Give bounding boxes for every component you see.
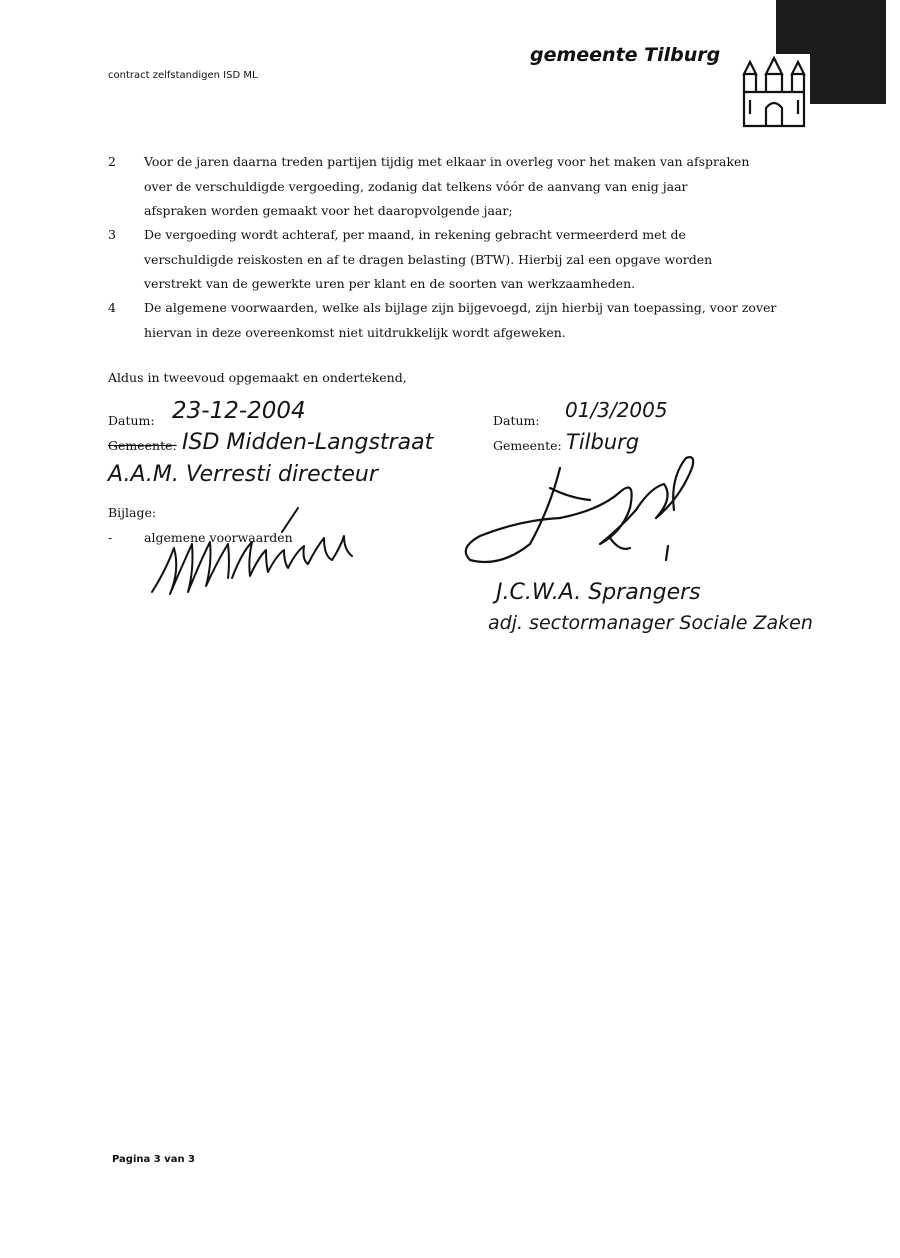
item-number: 3	[108, 227, 116, 242]
item-number: 4	[108, 300, 116, 315]
page-number: Pagina 3 van 3	[112, 1154, 196, 1165]
item-line: hiervan in deze overeenkomst niet uitdrukkelijk wordt afgeweken.	[144, 324, 566, 340]
right-org-value: Tilburg	[566, 430, 640, 454]
item-line: De algemene voorwaarden, welke als bijlage zijn bijgevoegd, zijn hierbij van toepassing, voor zover	[144, 300, 777, 315]
attachment-dash: -	[108, 530, 113, 545]
item-3	[108, 223, 848, 297]
right-signature-image	[460, 448, 700, 578]
item-number: 2	[108, 154, 116, 169]
item-line: over de verschuldigde vergoeding, zodanig dat telkens vóór de aanvang van enig jaar	[144, 178, 688, 194]
left-signatory: A.A.M. Verresti directeur	[108, 462, 378, 487]
right-date-value: 01/3/2005	[565, 398, 668, 422]
left-org-label: Gemeente:	[108, 438, 177, 453]
right-signatory-role: adj. sectormanager Sociale Zaken	[488, 612, 813, 634]
item-line: afspraken worden gemaakt voor het daaropvolgende jaar;	[144, 203, 513, 218]
attachment-item: algemene voorwaarden	[144, 530, 293, 545]
item-line: verstrekt van de gewerkte uren per klant en de soorten van werkzaamheden.	[144, 276, 636, 291]
item-line: verschuldigde reiskosten en af te dragen belasting (BTW). Hierbij zal een opgave worden	[144, 251, 713, 267]
right-date-label: Datum:	[493, 413, 540, 428]
item-2	[108, 150, 848, 224]
left-date-label: Datum:	[108, 413, 155, 428]
numbered-items	[108, 150, 848, 350]
item-line: Voor de jaren daarna treden partijen tijdig met elkaar in overleg voor het maken van afspraken	[144, 154, 750, 169]
closing-text: Aldus in tweevoud opgemaakt en ondertekend,	[108, 370, 407, 385]
attachment-label: Bijlage:	[108, 505, 157, 520]
right-org-label: Gemeente:	[493, 438, 562, 453]
left-org-value: ISD Midden-Langstraat	[182, 430, 434, 455]
org-name: gemeente Tilburg	[530, 44, 721, 66]
item-line: De vergoeding wordt achteraf, per maand, in rekening gebracht vermeerderd met de	[144, 227, 686, 242]
tilburg-logo-icon	[736, 52, 812, 132]
left-date-value: 23-12-2004	[172, 398, 306, 424]
right-signatory-name: J.C.W.A. Sprangers	[496, 580, 701, 605]
item-4	[108, 296, 848, 346]
contract-label: contract zelfstandigen ISD ML	[108, 70, 258, 81]
left-signature-image	[148, 500, 358, 600]
